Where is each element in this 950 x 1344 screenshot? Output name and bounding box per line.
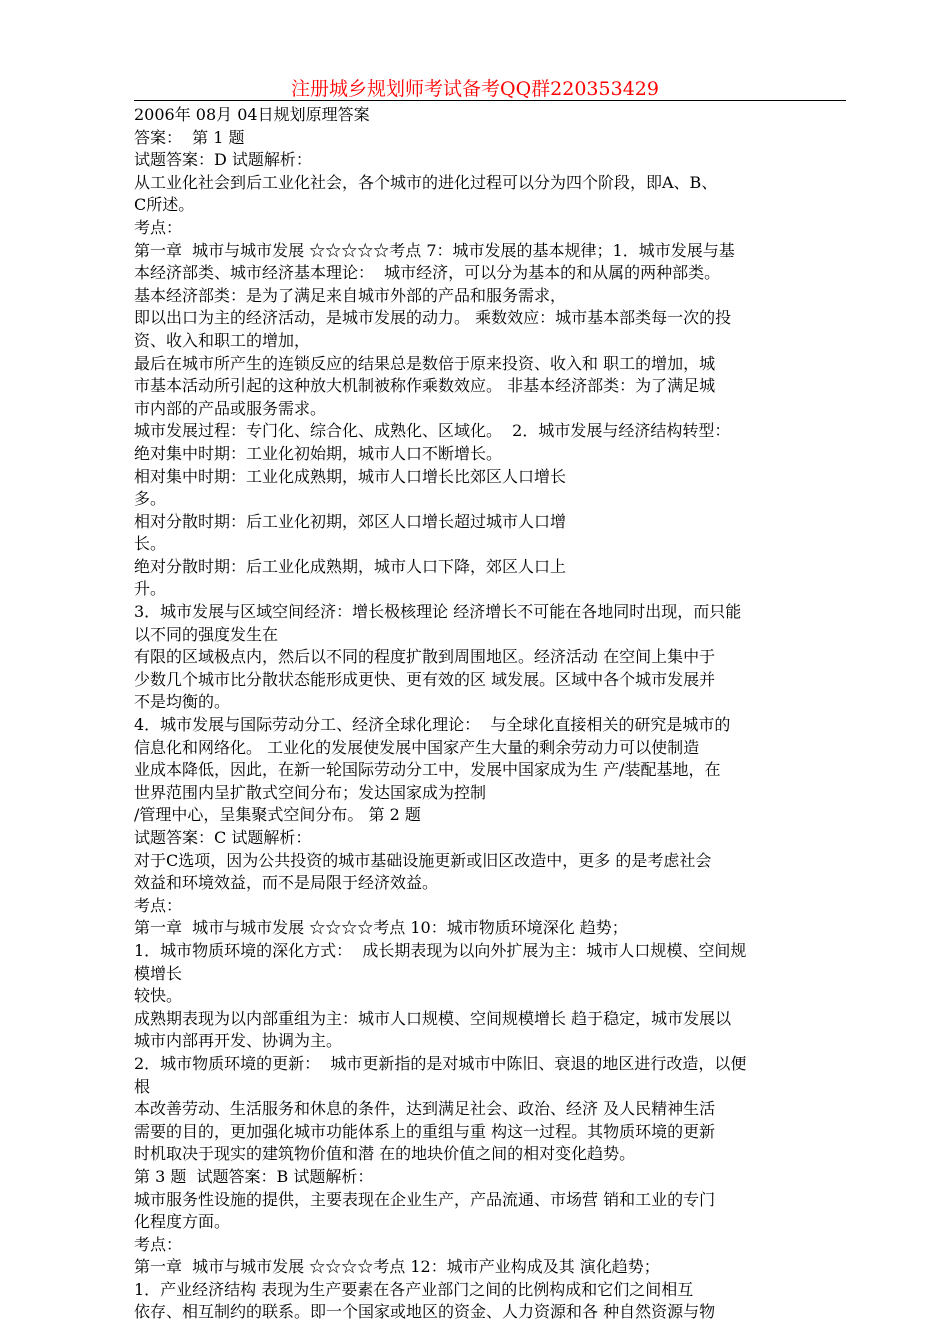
text-line: 考点： — [134, 1234, 183, 1254]
text-line: 最后在城市所产生的连锁反应的结果总是数倍于原来投资、收入和 职工的增加，城 — [134, 353, 716, 373]
text-line: 本经济部类、城市经济基本理论： 城市经济，可以分为基本的和从属的两种部类。 — [134, 263, 721, 283]
text-line: 对于C选项，因为公共投资的城市基础设施更新或旧区改造中，更多 的是考虑社会 — [134, 850, 712, 870]
text-line: 有限的区域极点内，然后以不同的程度扩散到周围地区。经济活动 在空间上集中于 — [134, 647, 716, 667]
text-line: 长。 — [134, 534, 167, 554]
text-line: 依存、相互制约的联系。即一个国家或地区的资金、人力资源和各 种自然资源与物 — [134, 1302, 716, 1322]
text-line: 从工业化社会到后工业化社会，各个城市的进化过程可以分为四个阶段，即A、B、 — [134, 172, 718, 192]
text-line: 市基本活动所引起的这种放大机制被称作乘数效应。 非基本经济部类：为了满足城 — [134, 376, 716, 396]
header-title: 注册城乡规划师考试备考QQ群220353429 — [291, 78, 659, 100]
text-line: 效益和环境效益，而不是局限于经济效益。 — [134, 873, 439, 893]
text-line: 信息化和网络化。 工业化的发展使发展中国家产生大量的剩余劳动力可以使制造 — [134, 737, 700, 757]
text-line: 基本经济部类：是为了满足来自城市外部的产品和服务需求， — [134, 285, 567, 305]
document-body — [134, 104, 846, 1324]
text-line: 少数几个城市比分散状态能形成更快、更有效的区 域发展。区域中各个城市发展并 — [134, 669, 716, 689]
text-line: 资、收入和职工的增加， — [134, 330, 311, 350]
text-line: 考点： — [134, 217, 183, 237]
text-line: 第一章 城市与城市发展 ☆☆☆☆考点 10：城市物质环境深化 趋势； — [134, 918, 628, 938]
text-line: 时机取决于现实的建筑物价值和潜 在的地块价值之间的相对变化趋势。 — [134, 1144, 636, 1164]
text-line: 业成本降低，因此，在新一轮国际劳动分工中，发展中国家成为生 产/装配基地，在 — [134, 760, 721, 780]
text-line: 试题答案：C 试题解析： — [134, 828, 312, 847]
text-line: C所述。 — [134, 195, 195, 215]
text-line: 即以出口为主的经济活动，是城市发展的动力。 乘数效应：城市基本部类每一次的投 — [134, 308, 732, 328]
header-divider — [134, 100, 846, 101]
text-line: 市内部的产品或服务需求。 — [134, 398, 327, 418]
text-line: 2006年 08月 04日规划原理答案 — [134, 105, 370, 124]
text-line: 不是均衡的。 — [134, 692, 231, 712]
text-line: 较快。 — [134, 986, 183, 1006]
text-line: 相对集中时期：工业化成熟期，城市人口增长比郊区人口增长 — [134, 466, 567, 486]
text-line: 相对分散时期：后工业化初期，郊区人口增长超过城市人口增 — [134, 511, 567, 531]
text-line: 第一章 城市与城市发展 ☆☆☆☆☆考点 7：城市发展的基本规律；1．城市发展与基 — [134, 240, 735, 260]
text-line: 城市服务性设施的提供，主要表现在企业生产，产品流通、市场营 销和工业的专门 — [134, 1189, 716, 1209]
text-line: 城市发展过程：专门化、综合化、成熟化、区域化。 2．城市发展与经济结构转型： — [134, 421, 731, 441]
text-line: 答案： 第 1 题 — [134, 127, 245, 147]
text-line: 2．城市物质环境的更新： 城市更新指的是对城市中陈旧、衰退的地区进行改造，以便 — [134, 1053, 747, 1073]
text-line: 城市内部再开发、协调为主。 — [134, 1031, 343, 1051]
text-line: 试题答案：D 试题解析： — [134, 150, 312, 170]
text-line: 绝对集中时期：工业化初始期，城市人口不断增长。 — [134, 443, 503, 463]
text-line: 成熟期表现为以内部重组为主：城市人口规模、空间规模增长 趋于稳定，城市发展以 — [134, 1008, 732, 1028]
text-line: 3．城市发展与区域空间经济：增长极核理论 经济增长不可能在各地同时出现，而只能 — [134, 602, 742, 622]
text-line: 本改善劳动、生活服务和休息的条件，达到满足社会、政治、经济 及人民精神生活 — [134, 1099, 716, 1119]
text-line: 升。 — [134, 579, 167, 599]
text-line: 世界范围内呈扩散式空间分布；发达国家成为控制 — [134, 782, 487, 802]
text-line: /管理中心，呈集聚式空间分布。 第 2 题 — [134, 805, 421, 825]
text-line: 第 3 题 试题答案：B 试题解析： — [134, 1166, 374, 1186]
text-line: 以不同的强度发生在 — [134, 624, 279, 644]
text-line: 1．产业经济结构 表现为生产要素在各产业部门之间的比例构成和它们之间相互 — [134, 1279, 694, 1299]
text-line: 4．城市发展与国际劳动分工、经济全球化理论： 与全球化直接相关的研究是城市的 — [134, 715, 731, 735]
text-line: 1．城市物质环境的深化方式： 成长期表现为以向外扩展为主：城市人口规模、空间规 — [134, 940, 747, 960]
text-line: 多。 — [134, 489, 167, 509]
text-line: 化程度方面。 — [134, 1212, 231, 1232]
text-line: 需要的目的，更加强化城市功能体系上的重组与重 构这一过程。其物质环境的更新 — [134, 1121, 716, 1141]
text-line: 考点： — [134, 895, 183, 915]
text-line: 绝对分散时期：后工业化成熟期，城市人口下降，郊区人口上 — [134, 556, 567, 576]
text-line: 模增长 — [134, 963, 183, 983]
text-line: 第一章 城市与城市发展 ☆☆☆☆考点 12：城市产业构成及其 演化趋势； — [134, 1257, 660, 1277]
text-line: 根 — [134, 1076, 151, 1096]
